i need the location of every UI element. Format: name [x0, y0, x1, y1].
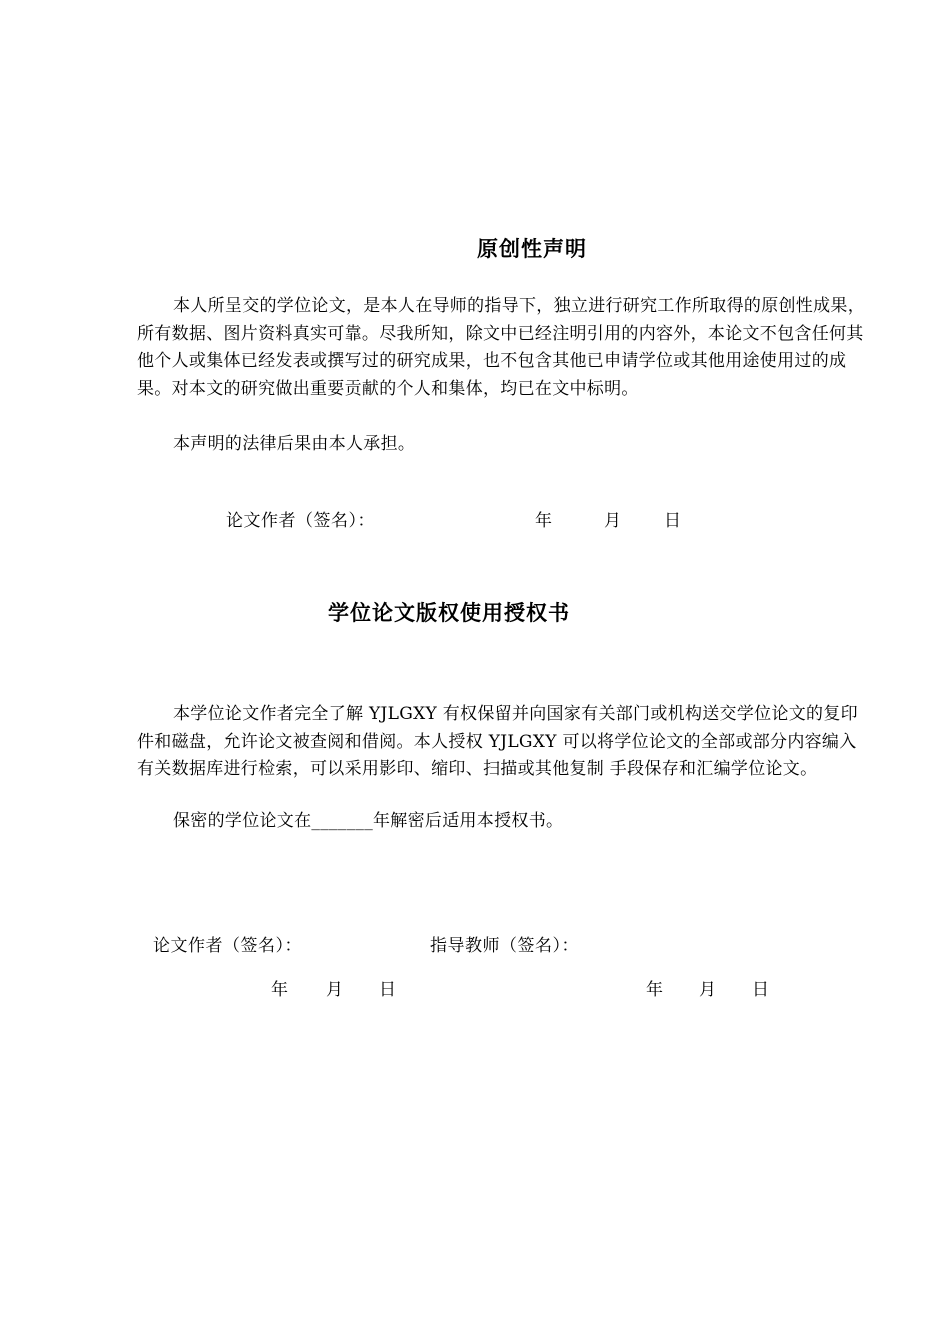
authorization-paragraph: 本学位论文作者完全了解 YJLGXY 有权保留并向国家有关部门或机构送交学位论文的复印件和磁盘，允许论文被查阅和借阅。本人授权 YJLGXY 可以将学位论文的全部或部分内容编入有关数据库进行检索，可以采用影印、缩印、扫描或其他复制 手段保存和汇编学位论文。 — [137, 704, 858, 779]
declaration-title: 原创性声明 — [477, 237, 587, 261]
author-signature-label: 论文作者（签名）： — [153, 936, 302, 956]
author-year-label: 年 — [271, 980, 289, 1000]
declaration-legal-note: 本声明的法律后果由本人承担。 — [173, 434, 416, 454]
declaration-year-label: 年 — [535, 511, 553, 531]
declaration-paragraph: 本人所呈交的学位论文，是本人在导师的指导下，独立进行研究工作所取得的原创性成果，所有数据、图片资料真实可靠。尽我所知，除文中已经注明引用的内容外，本论文不包含任何其他个人或集体已经发表或撰写过的研究成果，也不包含其他已申请学位或其他用途使用过的成果。对本文的研究做出重要贡献的个人和集体，均已在文中标明。 — [137, 296, 865, 399]
declaration-day-label: 日 — [664, 511, 682, 531]
authorization-title: 学位论文版权使用授权书 — [328, 601, 570, 625]
advisor-signature-label: 指导教师（签名）： — [430, 936, 579, 956]
advisor-year-label: 年 — [646, 980, 664, 1000]
declaration-signature-label: 论文作者（签名）： — [226, 511, 375, 531]
author-month-label: 月 — [326, 980, 344, 1000]
declaration-month-label: 月 — [604, 511, 622, 531]
author-day-label: 日 — [379, 980, 397, 1000]
advisor-day-label: 日 — [752, 980, 770, 1000]
advisor-month-label: 月 — [699, 980, 717, 1000]
authorization-confidential-note: 保密的学位论文在_______年解密后适用本授权书。 — [173, 811, 564, 831]
